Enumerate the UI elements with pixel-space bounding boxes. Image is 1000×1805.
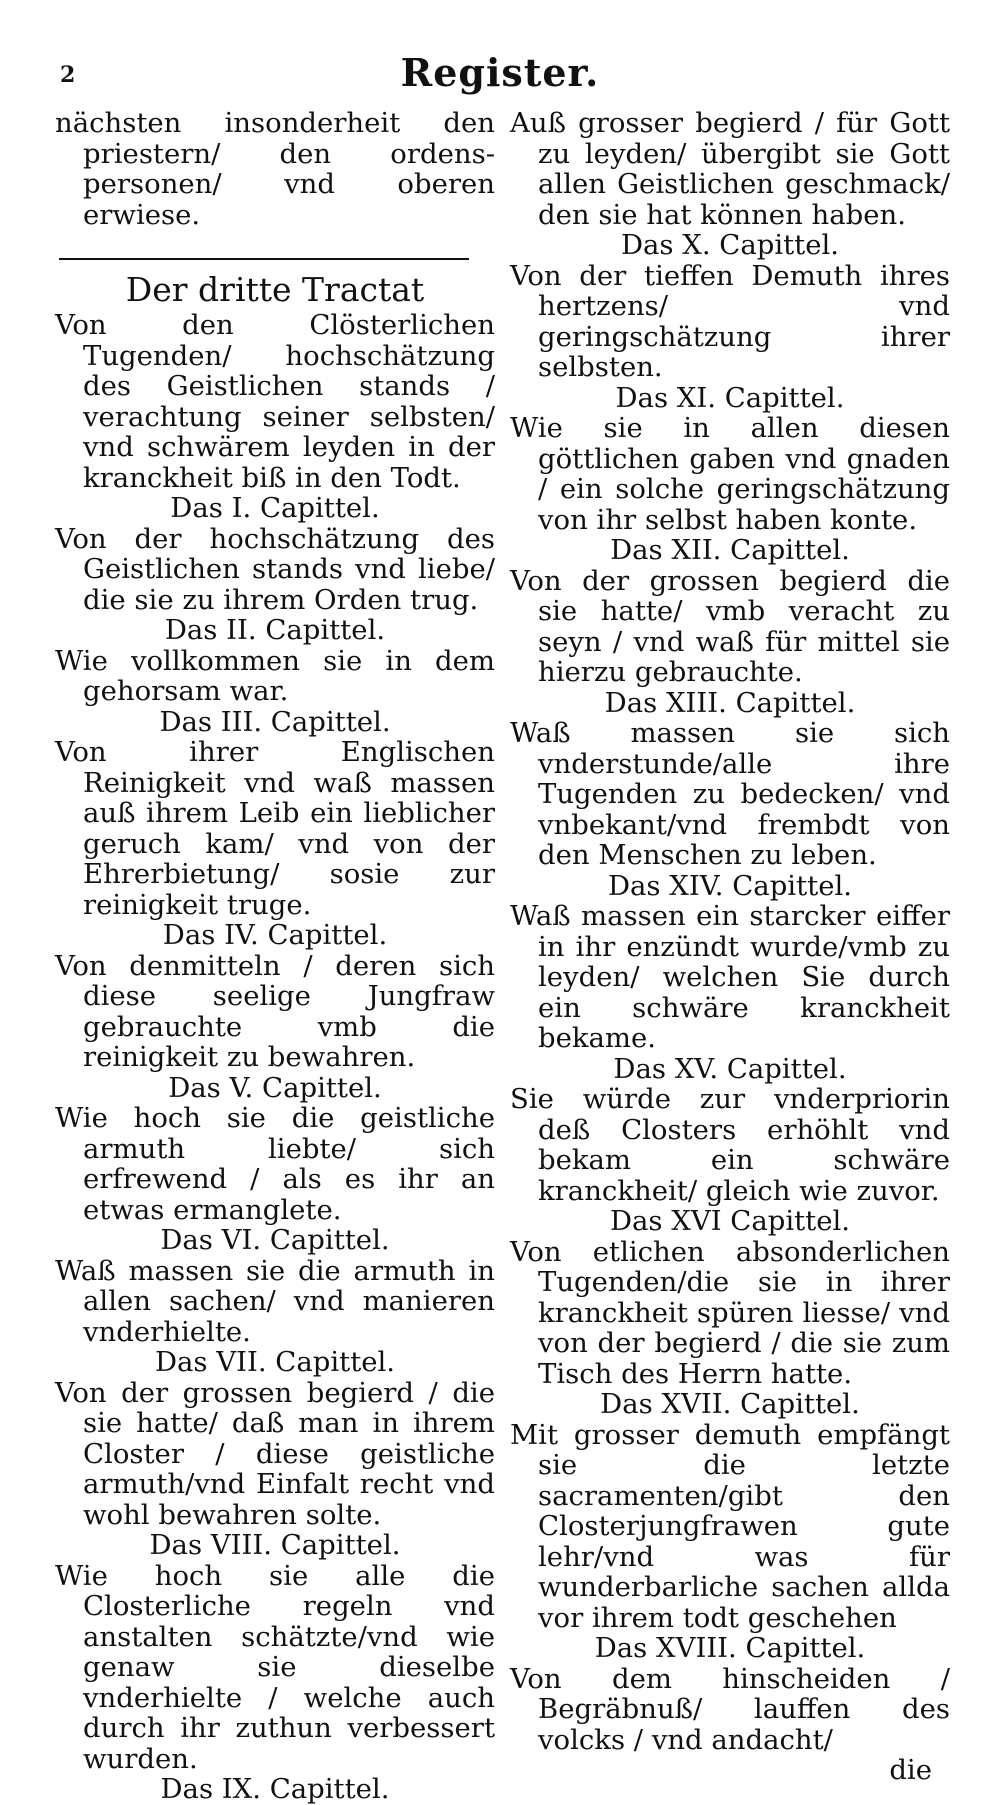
page-number: 2 — [60, 62, 76, 88]
chapter-heading: Das IX. Capittel. — [160, 1773, 390, 1805]
chapter-heading: Das XIII. Capittel. — [604, 686, 856, 719]
chapter-summary: Von ihrer Englischen Reinigkeit vnd waß massen auß ihrem Leib ein lieblicher geruch kam/ vnd von der Ehrerbietung/ sosie zur reinigkeit truge. — [55, 736, 495, 921]
chapter-heading: Das VIII. Capittel. — [149, 1529, 401, 1561]
chapter-heading: Das VI. Capittel. — [160, 1224, 390, 1256]
chapter-heading: Das III. Capittel. — [159, 705, 391, 738]
chapter-heading: Das XII. Capittel. — [610, 534, 850, 566]
tractat-intro: Von den Clösterlichen Tugenden/ hochschätzung des Geistlichen stands / verachtung seiner selbsten/ vnd schwärem leyden in der kranckheit biß in den Todt. — [55, 309, 495, 494]
chapter-summary: Wie hoch sie die geistliche armuth liebte/ sich erfrewend / als es ihr an etwas ermanglete. — [55, 1102, 495, 1226]
chapter-summary: Wie hoch sie alle die Closterliche regeln vnd anstalten schätzte/vnd wie genaw sie dieselbe vnderhielte / welche auch durch ihr zuthun verbessert wurden. — [55, 1559, 495, 1775]
chapter-summary: Von denmitteln / deren sich diese seelige Jungfraw gebrauchte vmb die reinigkeit zu bewahren. — [55, 949, 495, 1073]
chapter-heading: Das XVII. Capittel. — [600, 1388, 860, 1420]
chapter-summary: Waß massen sie die armuth in allen sachen/ vnd manieren vnderhielte. — [55, 1254, 495, 1348]
chapter-heading: Das X. Capittel. — [620, 229, 840, 261]
right-column — [510, 108, 950, 1786]
section-divider — [59, 258, 469, 262]
chapter-heading: Das VII. Capittel. — [154, 1346, 396, 1378]
chapter-summary: Wie sie in allen diesen göttlichen gaben vnd gnaden / ein solche geringschätzung von ihr selbst haben konte. — [510, 412, 950, 536]
chapter-summary: Waß massen ein starcker eiffer in ihr enzündt wurde/vmb zu leyden/ welchen Sie durch ein schwäre kranckheit bekame. — [510, 900, 950, 1054]
chapter-heading: Das XV. Capittel. — [613, 1052, 847, 1085]
chapter-heading: Das IV. Capittel. — [162, 919, 388, 951]
chapter-heading: Das II. Capittel. — [164, 614, 386, 646]
left-column — [55, 108, 495, 1805]
chapter-summary: Waß massen sie sich vnderstunde/alle ihre Tugenden zu bedecken/ vnd vnbekant/vnd frembdt von den Menschen zu leben. — [510, 717, 950, 871]
tractat-title: Der dritte Tractat — [125, 270, 425, 309]
left-continuation-text: nächsten insonderheit den priestern/ den ordens-personen/ vnd oberen erwiese. — [55, 107, 495, 231]
chapter-heading: Das V. Capittel. — [168, 1071, 382, 1104]
right-continuation-text: Auß grosser begierd / für Gott zu leyden/ übergibt sie Gott allen Geistlichen geschmack/ den sie hat können haben. — [510, 107, 950, 231]
chapter-heading: Das XVIII. Capittel. — [594, 1632, 866, 1664]
chapter-heading: Das XIV. Capittel. — [607, 869, 853, 902]
chapter-summary: Mit grosser demuth empfängt sie die letzte sacramenten/gibt den Closterjungfrawen gute lehr/vnd was für wunderbarliche sachen allda vor ihrem todt geschehen — [510, 1418, 950, 1634]
chapter-summary: Sie würde zur vnderpriorin deß Closters erhöhlt vnd bekam ein schwäre kranckheit/ gleich wie zuvor. — [510, 1083, 950, 1207]
chapter-heading: Das XI. Capittel. — [615, 381, 845, 414]
chapter-summary: Von der grossen begierd die sie hatte/ vmb veracht zu seyn / vnd waß für mittel sie hierzu gebrauchte. — [510, 564, 950, 688]
chapter-summary: Von etlichen absonderlichen Tugenden/die sie in ihrer kranckheit spüren liesse/ vnd von der begierd / die sie zum Tisch des Herrn hatte. — [510, 1235, 950, 1390]
chapter-heading: Das I. Capittel. — [170, 492, 380, 524]
chapter-summary: Von der hochschätzung des Geistlichen stands vnd liebe/ die sie zu ihrem Orden trug. — [55, 522, 495, 616]
chapter-summary: Von der tieffen Demuth ihres hertzens/ vnd geringschätzung ihrer selbsten. — [510, 259, 950, 383]
chapter-summary: Wie vollkommen sie in dem gehorsam war. — [55, 644, 495, 707]
page-header: Register. — [400, 50, 600, 95]
catchword: die — [889, 1754, 932, 1786]
chapter-heading: Das XVI Capittel. — [609, 1205, 851, 1237]
chapter-summary: Von dem hinscheiden / Begräbnuß/ lauffen des volcks / vnd andacht/ — [510, 1662, 950, 1756]
chapter-summary: Von der grossen begierd / die sie hatte/ daß man in ihrem Closter / diese geistliche armuth/vnd Einfalt recht vnd wohl bewahren solte. — [55, 1376, 495, 1531]
